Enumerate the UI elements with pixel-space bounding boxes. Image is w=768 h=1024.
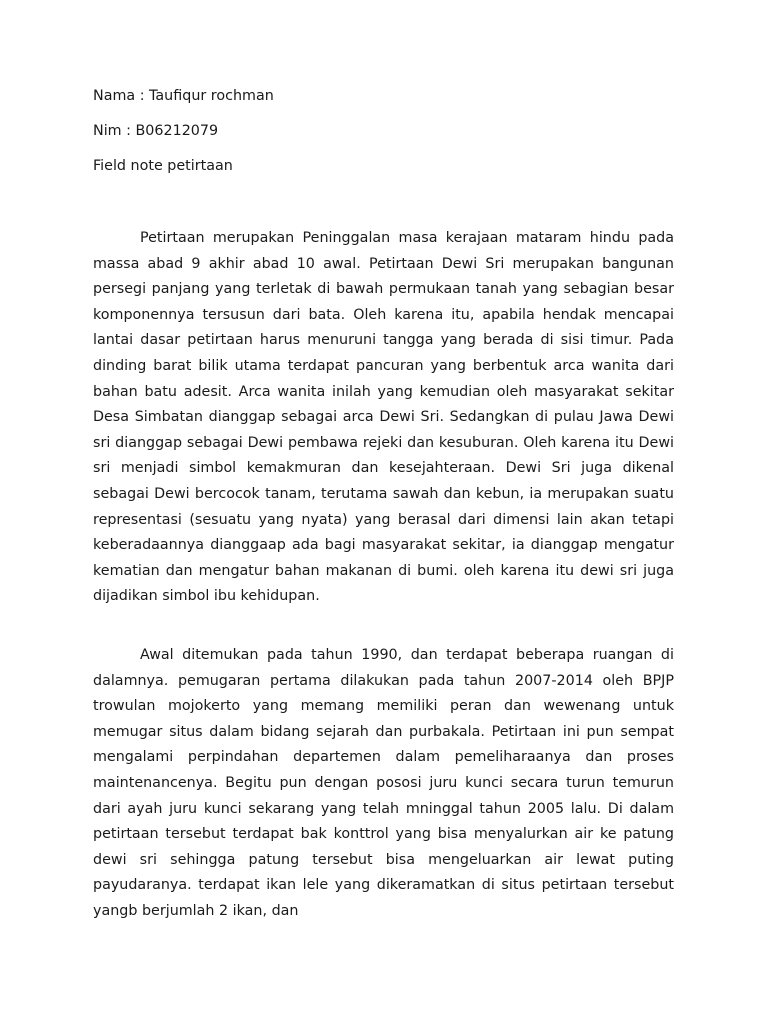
student-name-line: Nama : Taufiqur rochman	[93, 88, 274, 104]
document-title-line: Field note petirtaan	[93, 158, 233, 174]
document-body	[93, 0, 674, 1024]
paragraph-1: Petirtaan merupakan Peninggalan masa kerajaan mataram hindu pada massa abad 9 akhir abad 10 awal. Petirtaan Dewi Sri merupakan bangunan persegi panjang yang terletak di bawah permukaan tanah yang sebagian besar komponennya tersusun dari bata. Oleh karena itu, apabila hendak mencapai lantai dasar petirtaan harus menuruni tangga yang berada di sisi timur. Pada dinding barat bilik utama terdapat pancuran yang berbentuk arca wanita dari bahan batu adesit. Arca wanita inilah yang kemudian oleh masyarakat sekitar Desa Simbatan dianggap sebagai arca Dewi Sri. Sedangkan di pulau Jawa Dewi sri dianggap sebagai Dewi pembawa rejeki dan kesuburan. Oleh karena itu Dewi sri menjadi simbol kemakmuran dan kesejahteraan. Dewi Sri juga dikenal sebagai Dewi bercocok tanam, terutama sawah dan kebun, ia merupakan suatu representasi (sesuatu yang nyata) yang berasal dari dimensi lain akan tetapi keberadaannya dianggaap ada bagi masyarakat sekitar, ia dianggap mengatur kematian dan mengatur bahan makanan di bumi. oleh karena itu dewi sri juga dijadikan simbol ibu kehidupan.	[93, 230, 674, 605]
paragraph-2: Awal ditemukan pada tahun 1990, dan terdapat beberapa ruangan di dalamnya. pemugaran pertama dilakukan pada tahun 2007-2014 oleh BPJP trowulan mojokerto yang memang memiliki peran dan wewenang untuk memugar situs dalam bidang sejarah dan purbakala. Petirtaan ini pun sempat mengalami perpindahan departemen dalam pemeliharaanya dan proses maintenancenya. Begitu pun dengan pososi juru kunci secara turun temurun dari ayah juru kunci sekarang yang telah mninggal tahun 2005 lalu. Di dalam petirtaan tersebut terdapat bak konttrol yang bisa menyalurkan air ke patung dewi sri sehingga patung tersebut bisa mengeluarkan air lewat puting payudaranya. terdapat ikan lele yang dikeramatkan di situs petirtaan tersebut yangb berjumlah 2 ikan, dan	[93, 647, 674, 919]
student-nim-line: Nim : B06212079	[93, 123, 219, 139]
